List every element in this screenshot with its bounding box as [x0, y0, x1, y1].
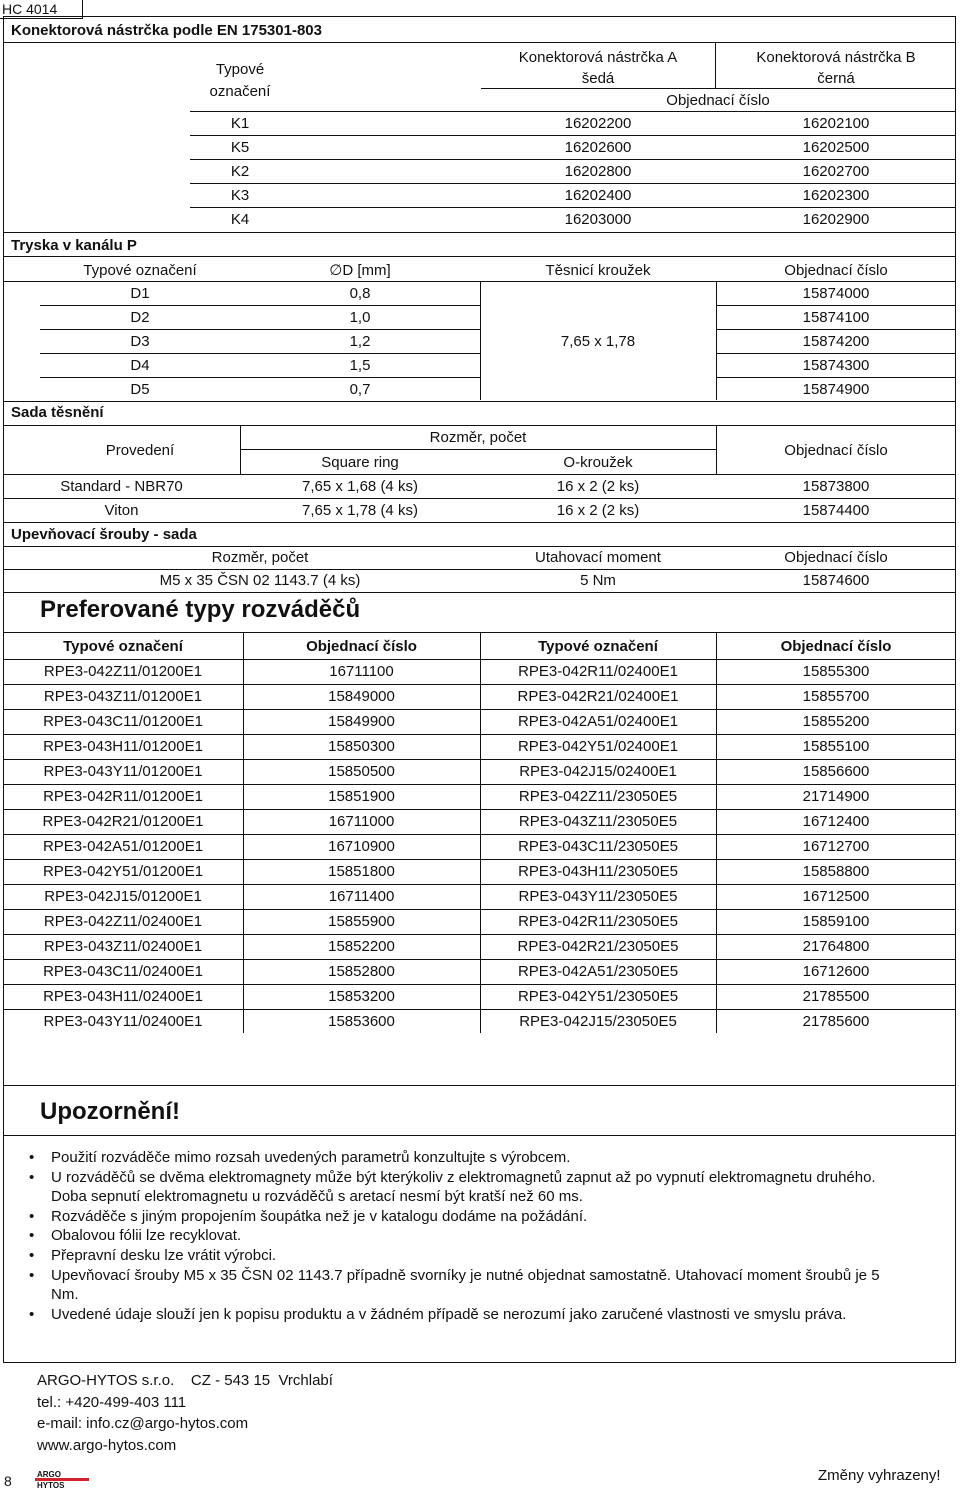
seals-version-cell: Viton	[104, 502, 139, 519]
connector-type-cell: K3	[230, 187, 250, 204]
connector-header-bottom	[190, 111, 956, 112]
screws-header-bottom	[3, 569, 956, 570]
preferred-type-cell: RPE3-043H11/02400E1	[43, 988, 203, 1005]
seals-square-cell: 7,65 x 1,78 (4 ks)	[302, 502, 418, 519]
connector-a-cell: 16202200	[564, 115, 632, 132]
seals-version-cell: Standard - NBR70	[60, 478, 183, 495]
footer-tel: tel.: +420-499-403 111	[37, 1394, 187, 1411]
nozzle-d-header: ∅D [mm]	[329, 262, 391, 279]
logo-top-text: ARGO	[37, 1470, 61, 1479]
connector-title: Konektorová nástrčka podle EN 175301-803	[11, 22, 322, 39]
preferred-col-rule	[243, 633, 244, 1033]
preferred-type-cell: RPE3-042Z11/02400E1	[43, 913, 203, 930]
preferred-type-cell: RPE3-043C11/01200E1	[43, 713, 203, 730]
preferred-order-cell: 21785500	[802, 988, 870, 1005]
preferred-h3: Typové označení	[538, 638, 658, 655]
preferred-order-cell: 15858800	[802, 863, 870, 880]
preferred-order-cell: 15851900	[328, 788, 395, 805]
seals-title: Sada těsnění	[11, 404, 104, 421]
preferred-order-cell: 15852800	[328, 963, 395, 980]
preferred-col-rule	[480, 633, 481, 1033]
warning-item: • U rozváděčů se dvěma elektromagnety může být kterýkoliv z elektromagnetů zapnut až po vypnutí elektromagnetu druhého. Doba sepnutí elektromagnetu u rozváděčů s aretací nesmí být kratší než 60 ms.	[26, 1168, 906, 1207]
preferred-order-cell: 21764800	[802, 938, 870, 955]
nozzle-row-rule	[716, 353, 956, 354]
preferred-type-cell: RPE3-042R11/02400E1	[518, 663, 678, 680]
preferred-type-cell: RPE3-042R11/01200E1	[43, 788, 203, 805]
argo-hytos-logo	[35, 1470, 89, 1489]
connector-b-cell: 16202500	[802, 139, 870, 156]
connector-type-header: Typové označení	[209, 61, 271, 100]
nozzle-row-rule	[716, 305, 956, 306]
nozzle-order-cell: 15874100	[802, 309, 870, 326]
nozzle-row-rule	[40, 353, 480, 354]
preferred-type-cell: RPE3-043Z11/23050E5	[518, 813, 678, 830]
nozzle-type-cell: D4	[130, 357, 150, 374]
preferred-order-cell: 15859100	[802, 913, 870, 930]
seals-oring-cell: 16 x 2 (2 ks)	[556, 478, 640, 495]
preferred-type-cell: RPE3-042Y51/23050E5	[517, 988, 679, 1005]
preferred-order-cell: 15851800	[328, 863, 395, 880]
preferred-order-cell: 16712700	[802, 838, 870, 855]
preferred-order-cell: 16711100	[329, 663, 394, 680]
connector-row-rule	[190, 135, 956, 136]
preferred-h2: Objednací číslo	[306, 638, 417, 655]
preferred-order-cell: 21714900	[802, 788, 870, 805]
warning-item: • Použití rozváděče mimo rozsah uvedených parametrů konzultujte s výrobcem.	[26, 1148, 906, 1168]
warning-item: • Obalovou fólii lze recyklovat.	[26, 1226, 906, 1246]
preferred-order-cell: 15852200	[328, 938, 395, 955]
connector-row-rule	[190, 183, 956, 184]
seals-version-header: Provedení	[105, 442, 175, 459]
preferred-order-cell: 15855900	[328, 913, 395, 930]
seals-div-1	[240, 426, 241, 474]
connector-b-cell: 16202100	[802, 115, 870, 132]
connector-a-cell: 16202600	[564, 139, 632, 156]
preferred-order-cell: 15855200	[802, 713, 870, 730]
seals-header-top	[3, 425, 956, 426]
preferred-type-cell: RPE3-042Z11/23050E5	[518, 788, 678, 805]
connector-a-cell: 16203000	[564, 211, 632, 228]
preferred-order-cell: 16711400	[328, 888, 395, 905]
footer-company: ARGO-HYTOS s.r.o. CZ - 543 15 Vrchlabí	[37, 1372, 333, 1389]
warning-item: • Přepravní desku lze vrátit výrobci.	[26, 1246, 906, 1266]
preferred-type-cell: RPE3-042A51/02400E1	[517, 713, 679, 730]
preferred-type-cell: RPE3-043H11/01200E1	[43, 738, 203, 755]
nozzle-type-cell: D3	[130, 333, 150, 350]
screws-torque-value: 5 Nm	[580, 572, 616, 589]
connector-b-cell: 16202700	[802, 163, 870, 180]
preferred-type-cell: RPE3-042R21/02400E1	[517, 688, 679, 705]
warning-list	[26, 1148, 906, 1324]
connector-header-rule	[481, 88, 956, 89]
connector-b-cell: 16202900	[802, 211, 870, 228]
preferred-title: Preferované typy rozváděčů	[40, 596, 361, 623]
nozzle-row-rule	[40, 305, 480, 306]
screws-rule-top	[3, 522, 956, 523]
preferred-type-cell: RPE3-043Y11/01200E1	[43, 763, 203, 780]
connector-b-cell: 16202300	[802, 187, 870, 204]
logo-bottom-text: HYTOS	[37, 1481, 65, 1489]
screws-bottom	[3, 592, 956, 593]
preferred-h4: Objednací číslo	[780, 638, 892, 655]
warning-rule	[3, 1135, 956, 1136]
preferred-order-cell: 16710900	[328, 838, 395, 855]
footer-email[interactable]: e-mail: info.cz@argo-hytos.com	[37, 1415, 249, 1432]
nozzle-type-cell: D1	[130, 285, 150, 302]
connector-row-rule	[190, 207, 956, 208]
connector-a-header: Konektorová nástrčka A šedá	[518, 49, 678, 87]
preferred-order-cell: 15855300	[802, 663, 870, 680]
preferred-order-cell: 16712500	[802, 888, 870, 905]
nozzle-d-cell: 1,0	[349, 309, 371, 326]
preferred-col-rule	[716, 633, 717, 1033]
preferred-type-cell: RPE3-042A51/01200E1	[42, 838, 204, 855]
preferred-order-cell: 16711000	[328, 813, 395, 830]
preferred-type-cell: RPE3-043Z11/02400E1	[43, 938, 203, 955]
nozzle-order-cell: 15874900	[802, 381, 870, 398]
preferred-type-cell: RPE3-043Y11/23050E5	[518, 888, 678, 905]
preferred-order-cell: 15853600	[328, 1013, 395, 1030]
preferred-type-cell: RPE3-042R21/23050E5	[517, 938, 679, 955]
connector-type-cell: K1	[230, 115, 250, 132]
preferred-type-cell: RPE3-043C11/23050E5	[518, 838, 678, 855]
preferred-type-cell: RPE3-043Y11/02400E1	[43, 1013, 203, 1030]
logo-graphic	[35, 1470, 89, 1489]
nozzle-order-cell: 15874000	[802, 285, 870, 302]
nozzle-type-header: Typové označení	[83, 262, 197, 279]
preferred-order-cell: 15855100	[802, 738, 870, 755]
preferred-type-cell: RPE3-042A51/23050E5	[517, 963, 679, 980]
preferred-type-cell: RPE3-042R21/01200E1	[42, 813, 204, 830]
nozzle-d-cell: 1,2	[349, 333, 371, 350]
nozzle-d-cell: 0,7	[349, 381, 371, 398]
preferred-order-cell: 16712600	[802, 963, 870, 980]
seals-div-2	[716, 426, 717, 474]
screws-torque-header: Utahovací moment	[535, 549, 661, 566]
nozzle-seal-header: Těsnicí kroužek	[545, 262, 651, 279]
seals-order-cell: 15874400	[802, 502, 870, 519]
nozzle-order-header: Objednací číslo	[784, 262, 888, 279]
screws-size-value: M5 x 35 ČSN 02 1143.7 (4 ks)	[159, 572, 361, 589]
nozzle-title: Tryska v kanálu P	[11, 237, 137, 254]
nozzle-type-cell: D2	[130, 309, 150, 326]
nozzle-order-cell: 15874200	[802, 333, 870, 350]
seals-oring-header: O-kroužek	[563, 454, 633, 471]
preferred-order-cell: 15853200	[328, 988, 395, 1005]
preferred-order-cell: 21785600	[802, 1013, 870, 1030]
preferred-type-cell: RPE3-042Y51/02400E1	[517, 738, 679, 755]
seals-size-header: Rozměr, počet	[429, 429, 527, 446]
preferred-order-cell: 15850500	[328, 763, 395, 780]
nozzle-seal-value: 7,65 x 1,78	[560, 333, 636, 350]
seals-oring-cell: 16 x 2 (2 ks)	[556, 502, 640, 519]
preferred-type-cell: RPE3-043C11/02400E1	[43, 963, 203, 980]
warning-title: Upozornění!	[40, 1098, 180, 1125]
preferred-order-cell: 15849900	[328, 713, 395, 730]
preferred-type-cell: RPE3-042J15/23050E5	[519, 1013, 677, 1030]
preferred-order-cell: 15849000	[328, 688, 395, 705]
connector-b-header: Konektorová nástrčka B černá	[756, 49, 916, 87]
preferred-type-cell: RPE3-042J15/01200E1	[44, 888, 202, 905]
seals-header-bottom	[3, 474, 956, 475]
preferred-order-cell: 16712400	[802, 813, 870, 830]
connector-a-cell: 16202800	[564, 163, 632, 180]
connector-type-cell: K4	[230, 211, 250, 228]
preferred-h1: Typové označení	[63, 638, 183, 655]
connector-type-cell: K5	[230, 139, 250, 156]
nozzle-d-cell: 0,8	[349, 285, 371, 302]
page-number: 8	[4, 1473, 12, 1489]
screws-header-top	[3, 546, 956, 547]
doc-id: HC 4014	[2, 1, 58, 17]
nozzle-type-cell: D5	[130, 381, 150, 398]
seals-square-header: Square ring	[321, 454, 399, 471]
footer-web[interactable]: www.argo-hytos.com	[37, 1437, 177, 1454]
connector-divider	[715, 43, 716, 88]
preferred-type-cell: RPE3-043Z11/01200E1	[43, 688, 203, 705]
preferred-order-cell: 15855700	[802, 688, 870, 705]
nozzle-rule-top	[3, 232, 956, 233]
changes-reserved: Změny vyhrazeny!	[818, 1467, 941, 1484]
preferred-type-cell: RPE3-042J15/02400E1	[519, 763, 677, 780]
nozzle-d-cell: 1,5	[349, 357, 371, 374]
nozzle-row-rule	[40, 329, 480, 330]
warning-item: • Upevňovací šrouby M5 x 35 ČSN 02 1143.7 případně svorníky je nutné objednat samostatně. Utahovací moment šroubů je 5 Nm.	[26, 1266, 906, 1305]
seals-order-cell: 15873800	[802, 478, 870, 495]
connector-order-header: Objednací číslo	[666, 92, 770, 109]
preferred-type-cell: RPE3-042Z11/01200E1	[43, 663, 203, 680]
connector-row-rule	[190, 159, 956, 160]
seals-square-cell: 7,65 x 1,68 (4 ks)	[302, 478, 418, 495]
nozzle-row-rule	[40, 377, 480, 378]
preferred-order-cell: 15850300	[328, 738, 395, 755]
nozzle-row-rule	[716, 329, 956, 330]
warning-item: • Uvedené údaje slouží jen k popisu produktu a v žádném případě se nerozumí jako zaručené vlastnosti ve smyslu práva.	[26, 1305, 906, 1325]
nozzle-row-rule	[716, 377, 956, 378]
preferred-type-cell: RPE3-042R11/23050E5	[518, 913, 678, 930]
preferred-type-cell: RPE3-042Y51/01200E1	[42, 863, 204, 880]
screws-order-header: Objednací číslo	[784, 549, 888, 566]
screws-order-value: 15874600	[802, 572, 870, 589]
connector-title-rule	[3, 42, 956, 43]
nozzle-header-top	[3, 256, 956, 257]
seals-order-header: Objednací číslo	[784, 442, 888, 459]
nozzle-order-cell: 15874300	[802, 357, 870, 374]
seals-row-rule	[3, 498, 956, 499]
seals-size-rule	[240, 449, 716, 450]
warning-item: • Rozváděče s jiným propojením šoupátka než je v katalogu dodáme na požádání.	[26, 1207, 906, 1227]
screws-title: Upevňovací šrouby - sada	[11, 526, 197, 543]
connector-a-cell: 16202400	[564, 187, 632, 204]
preferred-order-cell: 15856600	[802, 763, 870, 780]
screws-size-header: Rozměr, počet	[211, 549, 309, 566]
connector-type-cell: K2	[230, 163, 250, 180]
preferred-bottom	[3, 1085, 956, 1086]
preferred-type-cell: RPE3-043H11/23050E5	[518, 863, 678, 880]
seals-rule-top	[3, 401, 956, 402]
